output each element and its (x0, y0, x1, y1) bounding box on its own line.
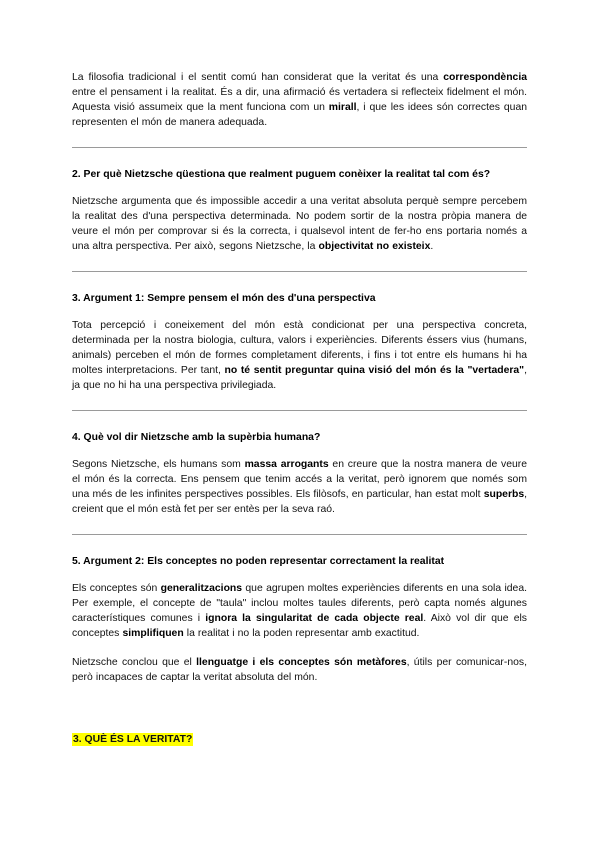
section-divider (72, 410, 527, 411)
section-divider (72, 534, 527, 535)
section-2-heading: 2. Per què Nietzsche qüestiona que realment puguem conèixer la realitat tal com és? (72, 169, 491, 180)
text-run: entre el pensament i la realitat. És a dir, una afirmació és vertadera si reflecteix fidelment el món. Aquesta visió assumeix que la ment funciona com un (72, 87, 527, 113)
section-5-paragraph-1 (72, 581, 527, 641)
section-5-heading: 5. Argument 2: Els conceptes no poden representar correctament la realitat (72, 556, 445, 567)
bold-term-correspondencia: correspondència (443, 72, 527, 83)
intro-paragraph (72, 70, 527, 130)
text-run: , creient que el món està fet per ser entès per la seva raó. (72, 489, 527, 515)
bold-term-generalitzacions: generalitzacions (160, 583, 243, 594)
section-4-paragraph (72, 457, 527, 517)
text-run: , ja que no hi ha una perspectiva privilegiada. (72, 365, 527, 391)
section-5-paragraph-2 (72, 655, 527, 685)
bold-term-massa-arrogants: massa arrogants (244, 459, 329, 470)
section-3-heading: 3. Argument 1: Sempre pensem el món des d'una perspectiva (72, 293, 376, 304)
highlighted-section-heading: 3. QUÈ ÉS LA VERITAT? (73, 734, 193, 745)
text-run: Nietzsche argumenta que és impossible accedir a una veritat absoluta perquè sempre percebem la realitat des d'una perspectiva determinada. No podem sortir de la nostra pròpia manera de veure el món per comprovar si és la correcta, i qualsevol intent de fer-ho ens portaria només a una altra perspectiva. Per això, segons Nietzsche, la (72, 196, 527, 252)
section-divider (72, 147, 527, 148)
bold-term-simplifiquen: simplifiquen (122, 628, 184, 639)
bold-term-vertadera: no té sentit preguntar quina visió del món és la "vertadera" (224, 365, 525, 376)
bold-term-mirall: mirall (328, 102, 357, 113)
text-run: Tota percepció i coneixement del món està condicionat per una perspectiva concreta, determinada per la nostra biologia, cultura, valors i experiències. Diferents éssers vius (humans, animals) perceben el món de formes completament diferents, i fins i tot entre els humans hi ha moltes interpretacions. Per tant, (72, 320, 527, 376)
bold-term-superbs: superbs (483, 489, 525, 500)
text-run: Nietzsche conclou que el (72, 657, 197, 668)
text-run: en creure que la nostra manera de veure el món és la correcta. Ens pensem que tenim accés a la veritat, però ignorem que només som una més de les infinites perspectives possibles. Els filòsofs, en particular, han estat molt (72, 459, 528, 500)
document-body (72, 70, 527, 747)
text-run: que agrupen moltes experiències diferents en una sola idea. Per exemple, el concepte de "taula" inclou moltes taules diferents, però capta només algunes característiques comunes i (72, 583, 527, 624)
bold-term-objectivitat: objectivitat no existeix (318, 241, 431, 252)
section-2-paragraph (72, 194, 527, 254)
text-run: la realitat i no la poden representar amb exactitud. (183, 628, 420, 639)
section-divider (72, 271, 527, 272)
bold-term-metafores: llenguatge i els conceptes són metàfores (196, 657, 407, 668)
text-run: . Això vol dir que els conceptes (72, 613, 527, 639)
text-run: , útils per comunicar-nos, però incapaces de captar la veritat absoluta del món. (72, 657, 527, 683)
text-run: La filosofia tradicional i el sentit comú han considerat que la veritat és una (72, 72, 444, 83)
section-3-paragraph (72, 318, 527, 393)
section-4-heading: 4. Què vol dir Nietzsche amb la supèrbia humana? (72, 432, 321, 443)
text-run: . (430, 241, 434, 252)
text-run: , i que les idees són correctes quan representen el món de manera adequada. (72, 102, 527, 128)
final-heading-wrapper (72, 729, 527, 747)
text-run: Els conceptes són (72, 583, 161, 594)
bold-term-singularitat: ignora la singularitat de cada objecte real (205, 613, 424, 624)
text-run: Segons Nietzsche, els humans som (72, 459, 245, 470)
